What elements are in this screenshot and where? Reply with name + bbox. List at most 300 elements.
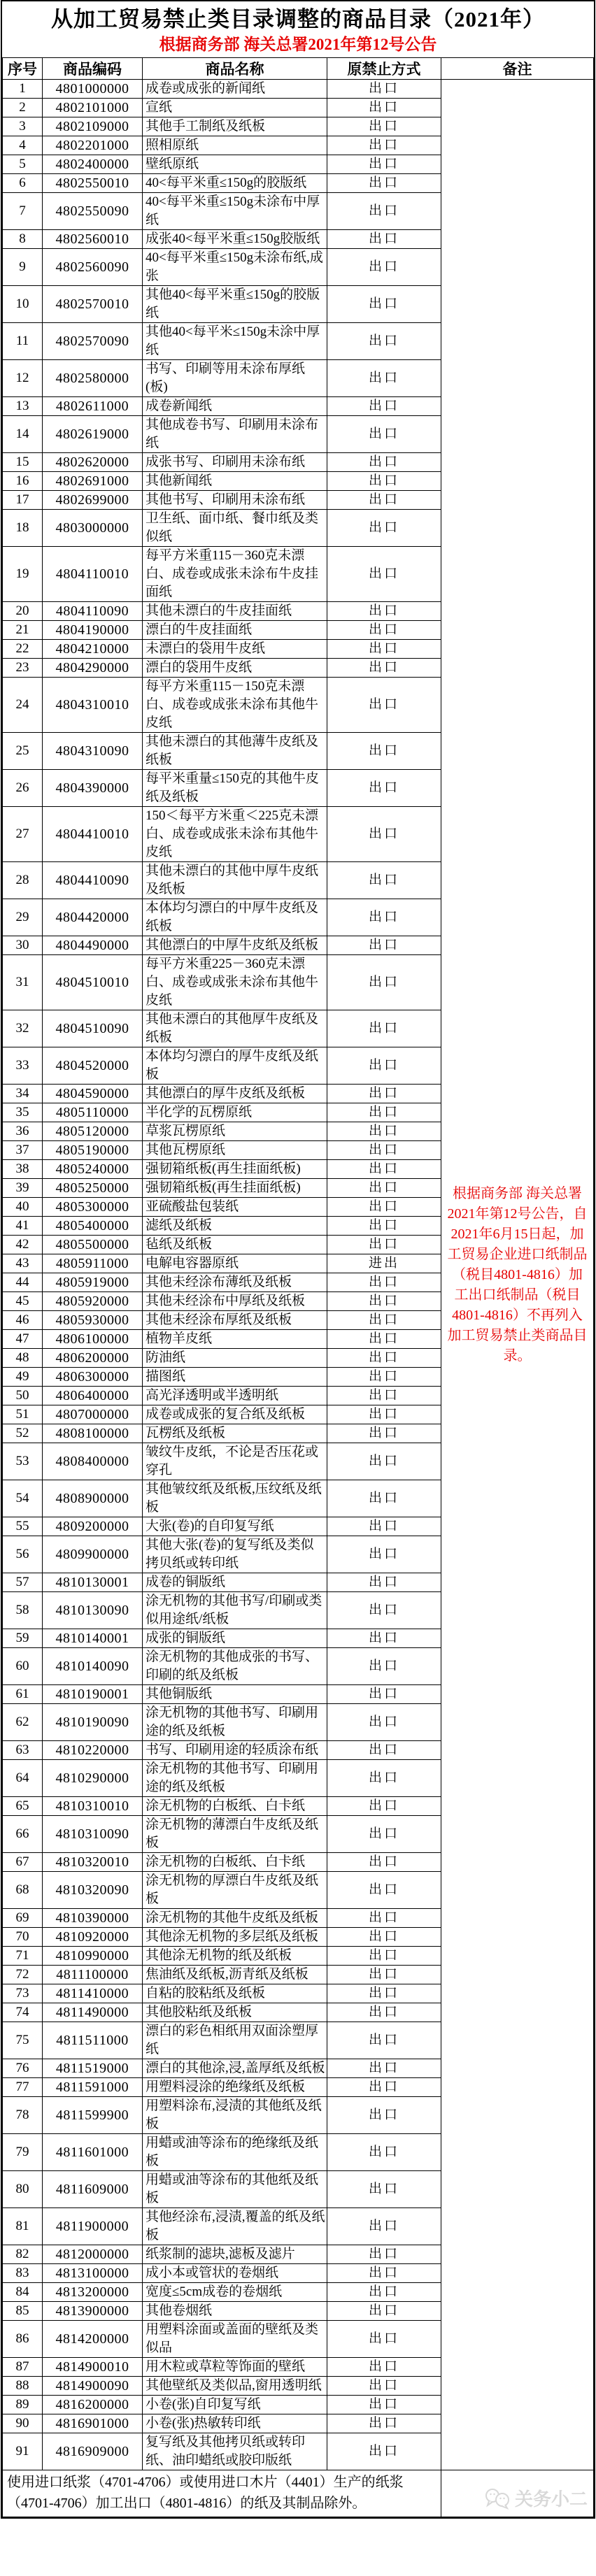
footer-row (3, 2470, 594, 2517)
cell-prohibition-mode: 出口 (327, 621, 441, 640)
cell-prohibition-mode: 出口 (327, 1966, 441, 1984)
cell-commodity-name: 成卷或成张的新闻纸 (143, 80, 327, 99)
cell-commodity-code: 4810190090 (43, 1704, 143, 1741)
cell-commodity-name: 150＜每平方米重＜225克未漂白、成卷或成张未涂布其他牛皮纸 (143, 807, 327, 862)
cell-serial-number: 12 (3, 360, 43, 397)
cell-commodity-code: 4811601000 (43, 2134, 143, 2171)
cell-commodity-code: 4804410090 (43, 862, 143, 899)
cell-prohibition-mode: 出口 (327, 1984, 441, 2003)
cell-prohibition-mode: 出口 (327, 397, 441, 416)
cell-serial-number: 63 (3, 1741, 43, 1760)
cell-commodity-name: 滤纸及纸板 (143, 1217, 327, 1236)
cell-serial-number: 8 (3, 230, 43, 249)
cell-commodity-code: 4806100000 (43, 1330, 143, 1349)
cell-commodity-code: 4802570090 (43, 323, 143, 360)
cell-prohibition-mode: 出口 (327, 547, 441, 602)
cell-prohibition-mode: 出口 (327, 2059, 441, 2078)
cell-serial-number: 13 (3, 397, 43, 416)
cell-commodity-code: 4805190000 (43, 1141, 143, 1160)
cell-commodity-name: 焦油纸及纸板,沥青纸及纸板 (143, 1966, 327, 1984)
cell-commodity-code: 4804490000 (43, 936, 143, 955)
cell-prohibition-mode: 出口 (327, 99, 441, 117)
cell-commodity-code: 4804520000 (43, 1047, 143, 1085)
cell-commodity-name: 其他涂无机物的多层纸及纸板 (143, 1928, 327, 1947)
cell-commodity-code: 4806400000 (43, 1387, 143, 1405)
cell-serial-number: 87 (3, 2358, 43, 2377)
cell-commodity-code: 4806300000 (43, 1368, 143, 1387)
cell-commodity-name: 每平米重量≤150克的其他牛皮纸及纸板 (143, 770, 327, 807)
cell-serial-number: 53 (3, 1443, 43, 1480)
cell-commodity-name: 其他手工制纸及纸板 (143, 117, 327, 136)
cell-commodity-code: 4811591000 (43, 2078, 143, 2097)
cell-commodity-code: 4802580000 (43, 360, 143, 397)
cell-commodity-name: 漂白的袋用牛皮纸 (143, 659, 327, 678)
cell-commodity-name: 瓦楞纸及纸板 (143, 1424, 327, 1443)
cell-prohibition-mode: 出口 (327, 2414, 441, 2433)
cell-commodity-code: 4811609000 (43, 2171, 143, 2208)
cell-serial-number: 10 (3, 286, 43, 323)
cell-serial-number: 76 (3, 2059, 43, 2078)
cell-commodity-name: 成张的铜版纸 (143, 1629, 327, 1648)
cell-serial-number: 27 (3, 807, 43, 862)
cell-prohibition-mode: 出口 (327, 770, 441, 807)
cell-commodity-code: 4804310010 (43, 678, 143, 733)
cell-prohibition-mode: 出口 (327, 249, 441, 286)
cell-commodity-name: 涂无机物的其他牛皮纸及纸板 (143, 1909, 327, 1928)
cell-prohibition-mode: 出口 (327, 1311, 441, 1330)
cell-commodity-code: 4803000000 (43, 510, 143, 547)
cell-commodity-code: 4805240000 (43, 1160, 143, 1179)
cell-commodity-code: 4805911000 (43, 1254, 143, 1273)
commodity-table (2, 57, 594, 2517)
cell-prohibition-mode: 出口 (327, 1122, 441, 1141)
cell-serial-number: 26 (3, 770, 43, 807)
cell-prohibition-mode: 出口 (327, 1648, 441, 1685)
cell-prohibition-mode: 出口 (327, 193, 441, 230)
cell-prohibition-mode: 出口 (327, 807, 441, 862)
cell-serial-number: 31 (3, 955, 43, 1010)
cell-prohibition-mode: 出口 (327, 360, 441, 397)
cell-commodity-code: 4804390000 (43, 770, 143, 807)
cell-prohibition-mode: 出口 (327, 2208, 441, 2245)
cell-serial-number: 79 (3, 2134, 43, 2171)
cell-serial-number: 24 (3, 678, 43, 733)
cell-prohibition-mode: 出口 (327, 1443, 441, 1480)
cell-commodity-code: 4802201000 (43, 136, 143, 155)
cell-serial-number: 17 (3, 491, 43, 510)
cell-prohibition-mode: 出口 (327, 1160, 441, 1179)
cell-commodity-name: 亚硫酸盐包装纸 (143, 1198, 327, 1217)
cell-commodity-code: 4810320090 (43, 1872, 143, 1909)
cell-serial-number: 28 (3, 862, 43, 899)
cell-commodity-code: 4802550090 (43, 193, 143, 230)
cell-commodity-code: 4802560010 (43, 230, 143, 249)
cell-commodity-name: 书写、印刷等用未涂布厚纸(板) (143, 360, 327, 397)
cell-prohibition-mode: 出口 (327, 416, 441, 453)
cell-serial-number: 44 (3, 1273, 43, 1292)
cell-serial-number: 65 (3, 1797, 43, 1816)
cell-commodity-name: 高光泽透明或半透明纸 (143, 1387, 327, 1405)
document-page (1, 0, 595, 2519)
cell-prohibition-mode: 出口 (327, 640, 441, 659)
cell-commodity-code: 4805250000 (43, 1179, 143, 1198)
cell-commodity-name: 涂无机物的薄漂白牛皮纸及纸板 (143, 1816, 327, 1853)
cell-commodity-code: 4808400000 (43, 1443, 143, 1480)
page-title: 从加工贸易禁止类目录调整的商品目录（2021年） (51, 7, 545, 31)
cell-prohibition-mode: 出口 (327, 1047, 441, 1085)
cell-commodity-code: 4809200000 (43, 1517, 143, 1536)
cell-prohibition-mode: 出口 (327, 323, 441, 360)
cell-serial-number: 56 (3, 1536, 43, 1573)
cell-serial-number: 73 (3, 1984, 43, 2003)
cell-serial-number: 3 (3, 117, 43, 136)
cell-serial-number: 70 (3, 1928, 43, 1947)
cell-commodity-name: 用木粒或草粒等饰面的壁纸 (143, 2358, 327, 2377)
cell-commodity-code: 4810130001 (43, 1573, 143, 1592)
cell-prohibition-mode: 出口 (327, 1517, 441, 1536)
cell-prohibition-mode: 出口 (327, 1387, 441, 1405)
cell-prohibition-mode: 出口 (327, 491, 441, 510)
cell-serial-number: 50 (3, 1387, 43, 1405)
cell-prohibition-mode: 出口 (327, 1141, 441, 1160)
cell-prohibition-mode: 出口 (327, 1103, 441, 1122)
table-header (3, 58, 594, 80)
cell-commodity-name: 其他未经涂布薄纸及纸板 (143, 1273, 327, 1292)
cell-prohibition-mode: 出口 (327, 1928, 441, 1947)
watermark-label: 关务小二 (514, 2489, 588, 2510)
cell-prohibition-mode: 出口 (327, 602, 441, 621)
cell-commodity-code: 4811490000 (43, 2003, 143, 2022)
cell-serial-number: 54 (3, 1480, 43, 1517)
cell-serial-number: 74 (3, 2003, 43, 2022)
cell-commodity-code: 4802400000 (43, 155, 143, 174)
cell-prohibition-mode: 出口 (327, 899, 441, 936)
cell-prohibition-mode: 出口 (327, 453, 441, 472)
cell-commodity-code: 4811100000 (43, 1966, 143, 1984)
cell-serial-number: 6 (3, 174, 43, 193)
cell-serial-number: 78 (3, 2097, 43, 2134)
cell-commodity-name: 其他漂白的中厚牛皮纸及纸板 (143, 936, 327, 955)
cell-commodity-code: 4804590000 (43, 1085, 143, 1103)
cell-serial-number: 71 (3, 1947, 43, 1966)
cell-commodity-code: 4805930000 (43, 1311, 143, 1330)
cell-serial-number: 5 (3, 155, 43, 174)
cell-commodity-name: 其他漂白的厚牛皮纸及纸板 (143, 1085, 327, 1103)
cell-prohibition-mode: 出口 (327, 286, 441, 323)
cell-commodity-code: 4805120000 (43, 1122, 143, 1141)
cell-commodity-code: 4810290000 (43, 1760, 143, 1797)
cell-commodity-code: 4810310090 (43, 1816, 143, 1853)
cell-commodity-name: 其他卷烟纸 (143, 2302, 327, 2321)
cell-commodity-code: 4811410000 (43, 1984, 143, 2003)
cell-commodity-name: 宣纸 (143, 99, 327, 117)
cell-commodity-code: 4804420000 (43, 899, 143, 936)
cell-prohibition-mode: 出口 (327, 2283, 441, 2302)
cell-commodity-name: 植物羊皮纸 (143, 1330, 327, 1349)
cell-commodity-code: 4804290000 (43, 659, 143, 678)
cell-prohibition-mode: 出口 (327, 2433, 441, 2470)
cell-serial-number: 58 (3, 1592, 43, 1629)
cell-commodity-name: 其他40<每平米重≤150g的胶版纸 (143, 286, 327, 323)
chat-bubbles-panda-icon (483, 2487, 511, 2510)
cell-prohibition-mode: 出口 (327, 1592, 441, 1629)
cell-prohibition-mode: 出口 (327, 2396, 441, 2414)
cell-prohibition-mode: 出口 (327, 1536, 441, 1573)
cell-serial-number: 83 (3, 2264, 43, 2283)
cell-commodity-code: 4802101000 (43, 99, 143, 117)
cell-serial-number: 77 (3, 2078, 43, 2097)
column-header: 序号 (3, 58, 43, 80)
cell-commodity-code: 4810130090 (43, 1592, 143, 1629)
cell-serial-number: 61 (3, 1685, 43, 1704)
cell-prohibition-mode: 出口 (327, 1909, 441, 1928)
cell-commodity-code: 4804310090 (43, 733, 143, 770)
cell-prohibition-mode: 出口 (327, 2302, 441, 2321)
cell-commodity-name: 其他经涂布,浸渍,覆盖的纸及纸板 (143, 2208, 327, 2245)
table-header-row (3, 58, 594, 80)
cell-commodity-name: 涂无机物的其他书写、印刷用途的纸及纸板 (143, 1704, 327, 1741)
cell-commodity-code: 4814900010 (43, 2358, 143, 2377)
cell-commodity-code: 4804510090 (43, 1010, 143, 1047)
cell-prohibition-mode: 出口 (327, 1292, 441, 1311)
cell-commodity-name: 其他新闻纸 (143, 472, 327, 491)
cell-commodity-code: 4810320010 (43, 1853, 143, 1872)
cell-serial-number: 64 (3, 1760, 43, 1797)
cell-serial-number: 66 (3, 1816, 43, 1853)
cell-commodity-code: 4802109000 (43, 117, 143, 136)
cell-commodity-code: 4808100000 (43, 1424, 143, 1443)
cell-serial-number: 35 (3, 1103, 43, 1122)
cell-serial-number: 81 (3, 2208, 43, 2245)
remark-merged-cell: 根据商务部 海关总署2021年第12号公告，自2021年6月15日起，加工贸易企业进口纸制品（税目4801-4816）加工出口纸制品（税目4801-4816）不再列入加工贸易禁止类商品目录。 (441, 80, 594, 2470)
cell-prohibition-mode: 出口 (327, 174, 441, 193)
cell-prohibition-mode: 出口 (327, 2321, 441, 2358)
cell-prohibition-mode: 出口 (327, 2377, 441, 2396)
cell-serial-number: 18 (3, 510, 43, 547)
cell-serial-number: 90 (3, 2414, 43, 2433)
cell-prohibition-mode: 出口 (327, 117, 441, 136)
cell-serial-number: 67 (3, 1853, 43, 1872)
cell-commodity-name: 其他瓦楞原纸 (143, 1141, 327, 1160)
cell-prohibition-mode: 出口 (327, 1330, 441, 1349)
cell-commodity-name: 小卷(张)自印复写纸 (143, 2396, 327, 2414)
cell-commodity-code: 4816909000 (43, 2433, 143, 2470)
cell-serial-number: 37 (3, 1141, 43, 1160)
footer-exception-note: 使用进口纸浆（4701-4706）或使用进口木片（4401）生产的纸浆（4701-4706）加工出口（4801-4816）的纸及其制品除外。 (3, 2470, 441, 2517)
cell-serial-number: 86 (3, 2321, 43, 2358)
cell-prohibition-mode: 出口 (327, 1217, 441, 1236)
cell-prohibition-mode: 出口 (327, 733, 441, 770)
cell-commodity-code: 4811511000 (43, 2022, 143, 2059)
cell-serial-number: 69 (3, 1909, 43, 1928)
cell-serial-number: 34 (3, 1085, 43, 1103)
cell-commodity-code: 4816901000 (43, 2414, 143, 2433)
cell-commodity-name: 漂白的彩色相纸用双面涂塑厚纸 (143, 2022, 327, 2059)
cell-serial-number: 33 (3, 1047, 43, 1085)
cell-commodity-code: 4805920000 (43, 1292, 143, 1311)
cell-commodity-name: 涂无机物的白板纸、白卡纸 (143, 1853, 327, 1872)
cell-prohibition-mode: 出口 (327, 1010, 441, 1047)
cell-commodity-name: 防油纸 (143, 1349, 327, 1368)
cell-prohibition-mode: 出口 (327, 862, 441, 899)
cell-prohibition-mode: 出口 (327, 1179, 441, 1198)
cell-serial-number: 48 (3, 1349, 43, 1368)
cell-commodity-code: 4802699000 (43, 491, 143, 510)
cell-commodity-code: 4805500000 (43, 1236, 143, 1254)
cell-commodity-name: 其他涂无机物的纸及纸板 (143, 1947, 327, 1966)
cell-prohibition-mode: 出口 (327, 136, 441, 155)
cell-serial-number: 2 (3, 99, 43, 117)
cell-commodity-code: 4807000000 (43, 1405, 143, 1424)
cell-commodity-name: 大张(卷)的自印复写纸 (143, 1517, 327, 1536)
cell-commodity-name: 成卷或成张的复合纸及纸板 (143, 1405, 327, 1424)
cell-prohibition-mode: 出口 (327, 2134, 441, 2171)
cell-commodity-name: 涂无机物的其他书写、印刷用途的纸及纸板 (143, 1760, 327, 1797)
cell-commodity-code: 4811599900 (43, 2097, 143, 2134)
cell-commodity-name: 宽度≤5cm成卷的卷烟纸 (143, 2283, 327, 2302)
cell-serial-number: 15 (3, 453, 43, 472)
cell-serial-number: 14 (3, 416, 43, 453)
footer-remark-cell (441, 2470, 594, 2517)
cell-commodity-code: 4802550010 (43, 174, 143, 193)
cell-commodity-name: 其他未漂白的其他中厚牛皮纸及纸板 (143, 862, 327, 899)
cell-serial-number: 51 (3, 1405, 43, 1424)
table-footer (3, 2470, 594, 2517)
cell-serial-number: 45 (3, 1292, 43, 1311)
cell-commodity-name: 未漂白的袋用牛皮纸 (143, 640, 327, 659)
cell-commodity-name: 其他未漂白的其他薄牛皮纸及纸板 (143, 733, 327, 770)
cell-commodity-name: 用蜡或油等涂布的其他纸及纸板 (143, 2171, 327, 2208)
cell-prohibition-mode: 出口 (327, 1816, 441, 1853)
table-row (3, 80, 594, 99)
cell-prohibition-mode: 出口 (327, 230, 441, 249)
cell-serial-number: 47 (3, 1330, 43, 1349)
cell-commodity-name: 40<每平米重≤150g的胶版纸 (143, 174, 327, 193)
cell-prohibition-mode: 出口 (327, 1405, 441, 1424)
cell-prohibition-mode: 进出 (327, 1254, 441, 1273)
cell-commodity-name: 每平方米重225－360克未漂白、成卷或成张未涂布其他牛皮纸 (143, 955, 327, 1010)
cell-commodity-name: 本体均匀漂白的中厚牛皮纸及纸板 (143, 899, 327, 936)
cell-commodity-name: 其他书写、印刷用未涂布纸 (143, 491, 327, 510)
cell-commodity-code: 4814200000 (43, 2321, 143, 2358)
cell-prohibition-mode: 出口 (327, 1236, 441, 1254)
cell-serial-number: 88 (3, 2377, 43, 2396)
cell-commodity-name: 用塑料涂面或盖面的壁纸及类似品 (143, 2321, 327, 2358)
cell-commodity-code: 4808900000 (43, 1480, 143, 1517)
cell-serial-number: 68 (3, 1872, 43, 1909)
cell-commodity-name: 涂无机物的其他书写/印刷或类似用途纸/纸板 (143, 1592, 327, 1629)
cell-commodity-name: 用塑料浸涂的绝缘纸及纸板 (143, 2078, 327, 2097)
cell-serial-number: 46 (3, 1311, 43, 1330)
cell-commodity-name: 其他大张(卷)的复写纸及类似拷贝纸或转印纸 (143, 1536, 327, 1573)
cell-commodity-code: 4811519000 (43, 2059, 143, 2078)
page-subtitle: 根据商务部 海关总署2021年第12号公告 (159, 36, 437, 53)
watermark (483, 2485, 588, 2511)
cell-commodity-code: 4805400000 (43, 1217, 143, 1236)
cell-commodity-name: 涂无机物的白板纸、白卡纸 (143, 1797, 327, 1816)
cell-serial-number: 36 (3, 1122, 43, 1141)
cell-serial-number: 1 (3, 80, 43, 99)
cell-commodity-name: 小卷(张)热敏转印纸 (143, 2414, 327, 2433)
cell-prohibition-mode: 出口 (327, 472, 441, 491)
cell-serial-number: 43 (3, 1254, 43, 1273)
cell-commodity-name: 本体均匀漂白的厚牛皮纸及纸板 (143, 1047, 327, 1085)
cell-serial-number: 72 (3, 1966, 43, 1984)
cell-serial-number: 38 (3, 1160, 43, 1179)
cell-serial-number: 85 (3, 2302, 43, 2321)
cell-commodity-code: 4802560090 (43, 249, 143, 286)
cell-prohibition-mode: 出口 (327, 155, 441, 174)
cell-commodity-name: 成张40<每平米重≤150g胶版纸 (143, 230, 327, 249)
cell-commodity-name: 书写、印刷用途的轻质涂布纸 (143, 1741, 327, 1760)
cell-commodity-name: 强韧箱纸板(再生挂面纸板) (143, 1179, 327, 1198)
cell-commodity-name: 涂无机物的其他成张的书写、印刷的纸及纸板 (143, 1648, 327, 1685)
cell-prohibition-mode: 出口 (327, 2358, 441, 2377)
cell-commodity-code: 4810310010 (43, 1797, 143, 1816)
cell-prohibition-mode: 出口 (327, 1947, 441, 1966)
cell-commodity-name: 其他未经涂布厚纸及纸板 (143, 1311, 327, 1330)
cell-commodity-name: 半化学的瓦楞原纸 (143, 1103, 327, 1122)
cell-prohibition-mode: 出口 (327, 2245, 441, 2264)
cell-commodity-code: 4810140090 (43, 1648, 143, 1685)
cell-commodity-name: 纸浆制的滤块,滤板及滤片 (143, 2245, 327, 2264)
cell-serial-number: 89 (3, 2396, 43, 2414)
column-header: 商品编码 (43, 58, 143, 80)
cell-commodity-name: 40<每平米重≤150g未涂布中厚纸 (143, 193, 327, 230)
cell-commodity-name: 成卷的铜版纸 (143, 1573, 327, 1592)
cell-commodity-name: 40<每平米重≤150g未涂布纸,成张 (143, 249, 327, 286)
cell-commodity-name: 其他未漂白的牛皮挂面纸 (143, 602, 327, 621)
cell-commodity-name: 成小本或管状的卷烟纸 (143, 2264, 327, 2283)
cell-commodity-code: 4804210000 (43, 640, 143, 659)
cell-commodity-code: 4802691000 (43, 472, 143, 491)
cell-commodity-code: 4804110010 (43, 547, 143, 602)
cell-commodity-code: 4816200000 (43, 2396, 143, 2414)
cell-serial-number: 91 (3, 2433, 43, 2470)
cell-commodity-code: 4805110000 (43, 1103, 143, 1122)
cell-prohibition-mode: 出口 (327, 1480, 441, 1517)
cell-commodity-name: 漂白的牛皮挂面纸 (143, 621, 327, 640)
cell-serial-number: 39 (3, 1179, 43, 1198)
cell-prohibition-mode: 出口 (327, 510, 441, 547)
cell-commodity-name: 每平方米重115－360克未漂白、成卷或成张未涂布牛皮挂面纸 (143, 547, 327, 602)
cell-prohibition-mode: 出口 (327, 1085, 441, 1103)
cell-prohibition-mode: 出口 (327, 2078, 441, 2097)
cell-commodity-code: 4805919000 (43, 1273, 143, 1292)
cell-commodity-code: 4814900090 (43, 2377, 143, 2396)
cell-serial-number: 75 (3, 2022, 43, 2059)
cell-commodity-name: 其他铜版纸 (143, 1685, 327, 1704)
cell-prohibition-mode: 出口 (327, 1368, 441, 1387)
cell-serial-number: 22 (3, 640, 43, 659)
cell-prohibition-mode: 出口 (327, 1198, 441, 1217)
cell-serial-number: 59 (3, 1629, 43, 1648)
cell-commodity-code: 4810920000 (43, 1928, 143, 1947)
cell-serial-number: 80 (3, 2171, 43, 2208)
title-block (2, 1, 594, 57)
cell-serial-number: 25 (3, 733, 43, 770)
cell-prohibition-mode: 出口 (327, 1273, 441, 1292)
cell-prohibition-mode: 出口 (327, 1424, 441, 1443)
cell-commodity-name: 每平方米重115－150克未漂白、成卷或成张未涂布其他牛皮纸 (143, 678, 327, 733)
cell-commodity-name: 其他皱纹纸及纸板,压纹纸及纸板 (143, 1480, 327, 1517)
cell-commodity-name: 其他40<每平米≤150g未涂中厚纸 (143, 323, 327, 360)
cell-commodity-code: 4802611000 (43, 397, 143, 416)
cell-commodity-code: 4805300000 (43, 1198, 143, 1217)
cell-commodity-code: 4811900000 (43, 2208, 143, 2245)
cell-commodity-code: 4812000000 (43, 2245, 143, 2264)
table-body (3, 80, 594, 2470)
